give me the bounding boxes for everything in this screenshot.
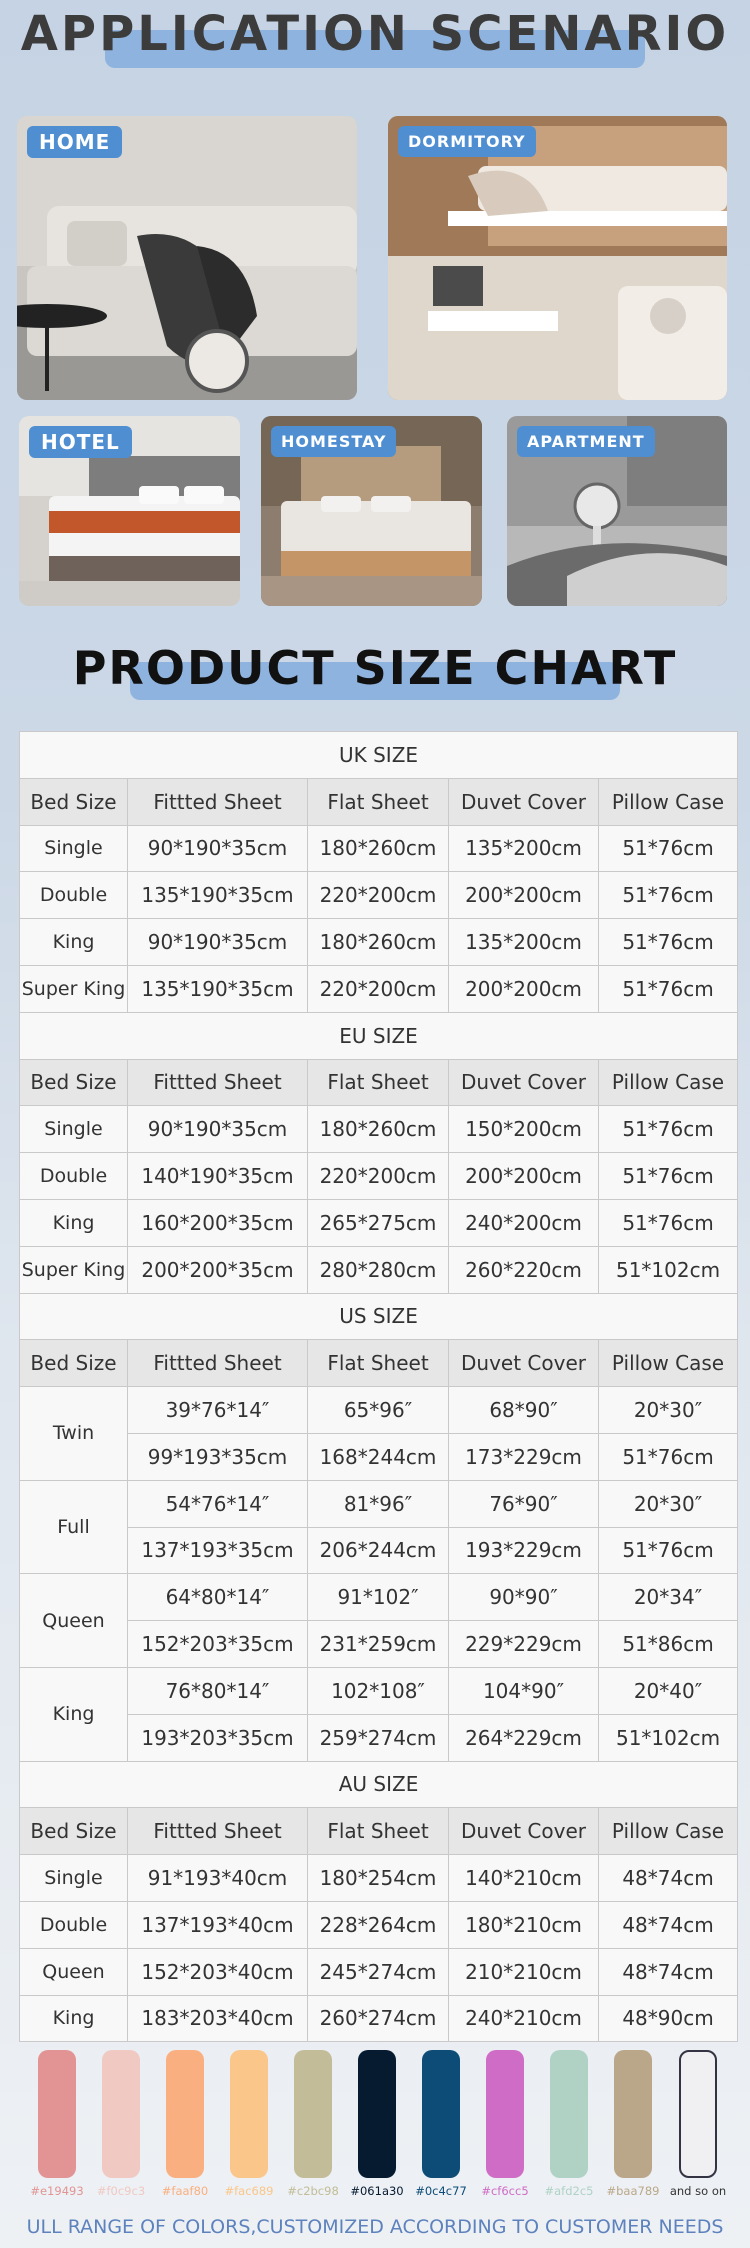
- more-colors-swatch: [679, 2050, 717, 2178]
- table-cell: 51*76cm: [599, 919, 738, 966]
- table-cell: 200*200cm: [449, 965, 599, 1012]
- header-cell: Duvet Cover: [449, 1340, 599, 1387]
- table-cell: 65*96″: [308, 1387, 449, 1434]
- header-cell: Bed Size: [20, 1340, 128, 1387]
- table-row: [20, 1621, 738, 1668]
- table-cell: 200*200cm: [449, 872, 599, 919]
- table-cell: 91*193*40cm: [128, 1855, 308, 1902]
- header-row: [20, 1808, 738, 1855]
- table-cell: 168*244cm: [308, 1433, 449, 1480]
- table-cell: 210*210cm: [449, 1948, 599, 1995]
- header-cell: Duvet Cover: [449, 778, 599, 825]
- table-cell: 150*200cm: [449, 1106, 599, 1153]
- header-cell: Flat Sheet: [308, 1059, 449, 1106]
- table-row: [20, 1527, 738, 1574]
- table-row: [20, 872, 738, 919]
- table-cell: 90*190*35cm: [128, 825, 308, 872]
- application-scenario-heading: [0, 4, 750, 74]
- table-cell: 180*260cm: [308, 1106, 449, 1153]
- table-cell: 240*200cm: [449, 1199, 599, 1246]
- table-cell: 51*76cm: [599, 1199, 738, 1246]
- table-cell: 193*229cm: [449, 1527, 599, 1574]
- header-cell: Fittted Sheet: [128, 1808, 308, 1855]
- color-swatch: [550, 2050, 588, 2178]
- page-title: APPLICATION SCENARIO: [20, 6, 730, 62]
- table-cell: 137*193*35cm: [128, 1527, 308, 1574]
- header-cell: Fittted Sheet: [128, 1340, 308, 1387]
- table-cell: 76*80*14″: [128, 1667, 308, 1714]
- table-cell: 206*244cm: [308, 1527, 449, 1574]
- header-row: [20, 778, 738, 825]
- size-chart-heading: [0, 636, 750, 706]
- color-swatch: [486, 2050, 524, 2178]
- color-swatch-label: #fac689: [224, 2184, 274, 2198]
- table-cell: 231*259cm: [308, 1621, 449, 1668]
- table-cell: 180*260cm: [308, 919, 449, 966]
- table-row: [20, 1948, 738, 1995]
- table-cell: 229*229cm: [449, 1621, 599, 1668]
- color-swatch-label: #0c4c77: [415, 2184, 467, 2198]
- header-cell: Flat Sheet: [308, 778, 449, 825]
- table-cell: 51*102cm: [599, 1714, 738, 1761]
- scene-label-home: HOME: [27, 126, 122, 158]
- table-cell: 51*86cm: [599, 1621, 738, 1668]
- bed-size-cell: King: [20, 1667, 128, 1761]
- table-cell: 48*74cm: [599, 1901, 738, 1948]
- table-cell: 99*193*35cm: [128, 1433, 308, 1480]
- scene-apartment-image: [507, 416, 727, 606]
- table-cell: 48*74cm: [599, 1855, 738, 1902]
- table-cell: 135*190*35cm: [128, 965, 308, 1012]
- header-cell: Duvet Cover: [449, 1808, 599, 1855]
- bed-size-cell: King: [20, 1995, 128, 2042]
- table-cell: 102*108″: [308, 1667, 449, 1714]
- header-cell: Pillow Case: [599, 1340, 738, 1387]
- color-swatch-label: #afd2c5: [544, 2184, 594, 2198]
- table-cell: 180*260cm: [308, 825, 449, 872]
- bed-size-cell: Double: [20, 1901, 128, 1948]
- header-row: [20, 1340, 738, 1387]
- table-cell: 135*200cm: [449, 919, 599, 966]
- table-cell: 220*200cm: [308, 965, 449, 1012]
- color-swatch-label: #c2bc98: [287, 2184, 339, 2198]
- size-chart-table: [19, 731, 738, 2042]
- table-cell: 240*210cm: [449, 1995, 599, 2042]
- header-row: [20, 1059, 738, 1106]
- table-cell: 90*190*35cm: [128, 1106, 308, 1153]
- table-cell: 51*76cm: [599, 1106, 738, 1153]
- table-cell: 20*30″: [599, 1387, 738, 1434]
- table-cell: 180*254cm: [308, 1855, 449, 1902]
- table-cell: 68*90″: [449, 1387, 599, 1434]
- table-cell: 90*90″: [449, 1574, 599, 1621]
- table-cell: 265*275cm: [308, 1199, 449, 1246]
- table-cell: 135*200cm: [449, 825, 599, 872]
- header-cell: Bed Size: [20, 1059, 128, 1106]
- table-cell: 54*76*14″: [128, 1480, 308, 1527]
- color-swatch: [614, 2050, 652, 2178]
- chart-title: PRODUCT SIZE CHART: [72, 641, 678, 695]
- table-cell: 51*102cm: [599, 1246, 738, 1293]
- header-cell: Flat Sheet: [308, 1340, 449, 1387]
- bed-size-cell: Super King: [20, 1246, 128, 1293]
- header-cell: Fittted Sheet: [128, 778, 308, 825]
- table-cell: 51*76cm: [599, 1527, 738, 1574]
- table-row: [20, 1246, 738, 1293]
- table-cell: 64*80*14″: [128, 1574, 308, 1621]
- bed-size-cell: Queen: [20, 1948, 128, 1995]
- table-cell: 140*190*35cm: [128, 1153, 308, 1200]
- table-row: [20, 965, 738, 1012]
- scene-label-homestay: HOMESTAY: [271, 426, 396, 457]
- header-cell: Fittted Sheet: [128, 1059, 308, 1106]
- table-cell: 48*74cm: [599, 1948, 738, 1995]
- table-cell: 51*76cm: [599, 825, 738, 872]
- table-cell: 183*203*40cm: [128, 1995, 308, 2042]
- scene-label-hotel: HOTEL: [29, 426, 132, 458]
- table-cell: 228*264cm: [308, 1901, 449, 1948]
- bed-size-cell: Queen: [20, 1574, 128, 1668]
- color-swatch-label: #f0c9c3: [96, 2184, 146, 2198]
- color-swatch-label: #baa789: [606, 2184, 660, 2198]
- scene-label-apartment: APARTMENT: [517, 426, 655, 457]
- scene-label-dormitory: DORMITORY: [398, 126, 536, 157]
- table-cell: 76*90″: [449, 1480, 599, 1527]
- color-swatch-label: #e19493: [30, 2184, 84, 2198]
- scene-homestay-image: [261, 416, 482, 606]
- color-swatches: [0, 2048, 750, 2208]
- table-cell: 51*76cm: [599, 872, 738, 919]
- table-row: [20, 1667, 738, 1714]
- scene-hotel-image: [19, 416, 240, 606]
- table-cell: 200*200*35cm: [128, 1246, 308, 1293]
- color-swatch: [294, 2050, 332, 2178]
- header-cell: Flat Sheet: [308, 1808, 449, 1855]
- table-row: [20, 1901, 738, 1948]
- table-cell: 264*229cm: [449, 1714, 599, 1761]
- bed-size-cell: Single: [20, 1855, 128, 1902]
- bed-size-cell: King: [20, 1199, 128, 1246]
- table-cell: 140*210cm: [449, 1855, 599, 1902]
- bed-size-cell: Single: [20, 1106, 128, 1153]
- table-cell: 137*193*40cm: [128, 1901, 308, 1948]
- table-cell: 193*203*35cm: [128, 1714, 308, 1761]
- and-so-on-label: and so on: [669, 2184, 727, 2198]
- table-cell: 104*90″: [449, 1667, 599, 1714]
- table-row: [20, 1995, 738, 2042]
- table-cell: 160*200*35cm: [128, 1199, 308, 1246]
- table-row: [20, 1387, 738, 1434]
- table-row: [20, 1153, 738, 1200]
- table-cell: 20*30″: [599, 1480, 738, 1527]
- table-cell: 81*96″: [308, 1480, 449, 1527]
- table-cell: 220*200cm: [308, 1153, 449, 1200]
- table-cell: 90*190*35cm: [128, 919, 308, 966]
- table-cell: 51*76cm: [599, 1433, 738, 1480]
- table-cell: 260*220cm: [449, 1246, 599, 1293]
- table-cell: 259*274cm: [308, 1714, 449, 1761]
- table-row: [20, 825, 738, 872]
- table-cell: 220*200cm: [308, 872, 449, 919]
- section-title-uk: UK SIZE: [20, 732, 738, 779]
- table-row: [20, 1714, 738, 1761]
- bed-size-cell: Super King: [20, 965, 128, 1012]
- header-cell: Pillow Case: [599, 1808, 738, 1855]
- table-row: [20, 1106, 738, 1153]
- table-cell: 245*274cm: [308, 1948, 449, 1995]
- bed-size-cell: Full: [20, 1480, 128, 1574]
- table-cell: 200*200cm: [449, 1153, 599, 1200]
- table-cell: 39*76*14″: [128, 1387, 308, 1434]
- table-row: [20, 1480, 738, 1527]
- table-cell: 51*76cm: [599, 965, 738, 1012]
- table-cell: 280*280cm: [308, 1246, 449, 1293]
- header-cell: Pillow Case: [599, 1059, 738, 1106]
- table-cell: 180*210cm: [449, 1901, 599, 1948]
- table-row: [20, 1574, 738, 1621]
- table-cell: 51*76cm: [599, 1153, 738, 1200]
- table-cell: 152*203*35cm: [128, 1621, 308, 1668]
- color-swatch: [38, 2050, 76, 2178]
- header-cell: Duvet Cover: [449, 1059, 599, 1106]
- table-row: [20, 919, 738, 966]
- bed-size-cell: Twin: [20, 1387, 128, 1481]
- footer-caption: ULL RANGE OF COLORS,CUSTOMIZED ACCORDING TO CUSTOMER NEEDS: [26, 2216, 724, 2238]
- color-swatch-label: #061a30: [350, 2184, 404, 2198]
- bed-size-cell: Double: [20, 872, 128, 919]
- color-swatch: [230, 2050, 268, 2178]
- header-cell: Pillow Case: [599, 778, 738, 825]
- bed-size-cell: Double: [20, 1153, 128, 1200]
- section-title-au: AU SIZE: [20, 1761, 738, 1808]
- table-cell: 48*90cm: [599, 1995, 738, 2042]
- table-cell: 152*203*40cm: [128, 1948, 308, 1995]
- header-cell: Bed Size: [20, 1808, 128, 1855]
- section-title-us: US SIZE: [20, 1293, 738, 1340]
- header-cell: Bed Size: [20, 778, 128, 825]
- bed-size-cell: Single: [20, 825, 128, 872]
- bed-size-cell: King: [20, 919, 128, 966]
- color-swatch: [166, 2050, 204, 2178]
- table-row: [20, 1855, 738, 1902]
- color-swatch: [102, 2050, 140, 2178]
- color-swatch: [422, 2050, 460, 2178]
- table-row: [20, 1433, 738, 1480]
- color-swatch-label: #faaf80: [161, 2184, 209, 2198]
- table-cell: 91*102″: [308, 1574, 449, 1621]
- table-cell: 20*40″: [599, 1667, 738, 1714]
- color-swatch-label: #cf6cc5: [481, 2184, 529, 2198]
- color-swatch: [358, 2050, 396, 2178]
- table-cell: 135*190*35cm: [128, 872, 308, 919]
- table-row: [20, 1199, 738, 1246]
- section-title-eu: EU SIZE: [20, 1012, 738, 1059]
- scene-home-image: [17, 116, 357, 400]
- table-cell: 260*274cm: [308, 1995, 449, 2042]
- table-cell: 20*34″: [599, 1574, 738, 1621]
- table-cell: 173*229cm: [449, 1433, 599, 1480]
- scene-dormitory-image: [388, 116, 727, 400]
